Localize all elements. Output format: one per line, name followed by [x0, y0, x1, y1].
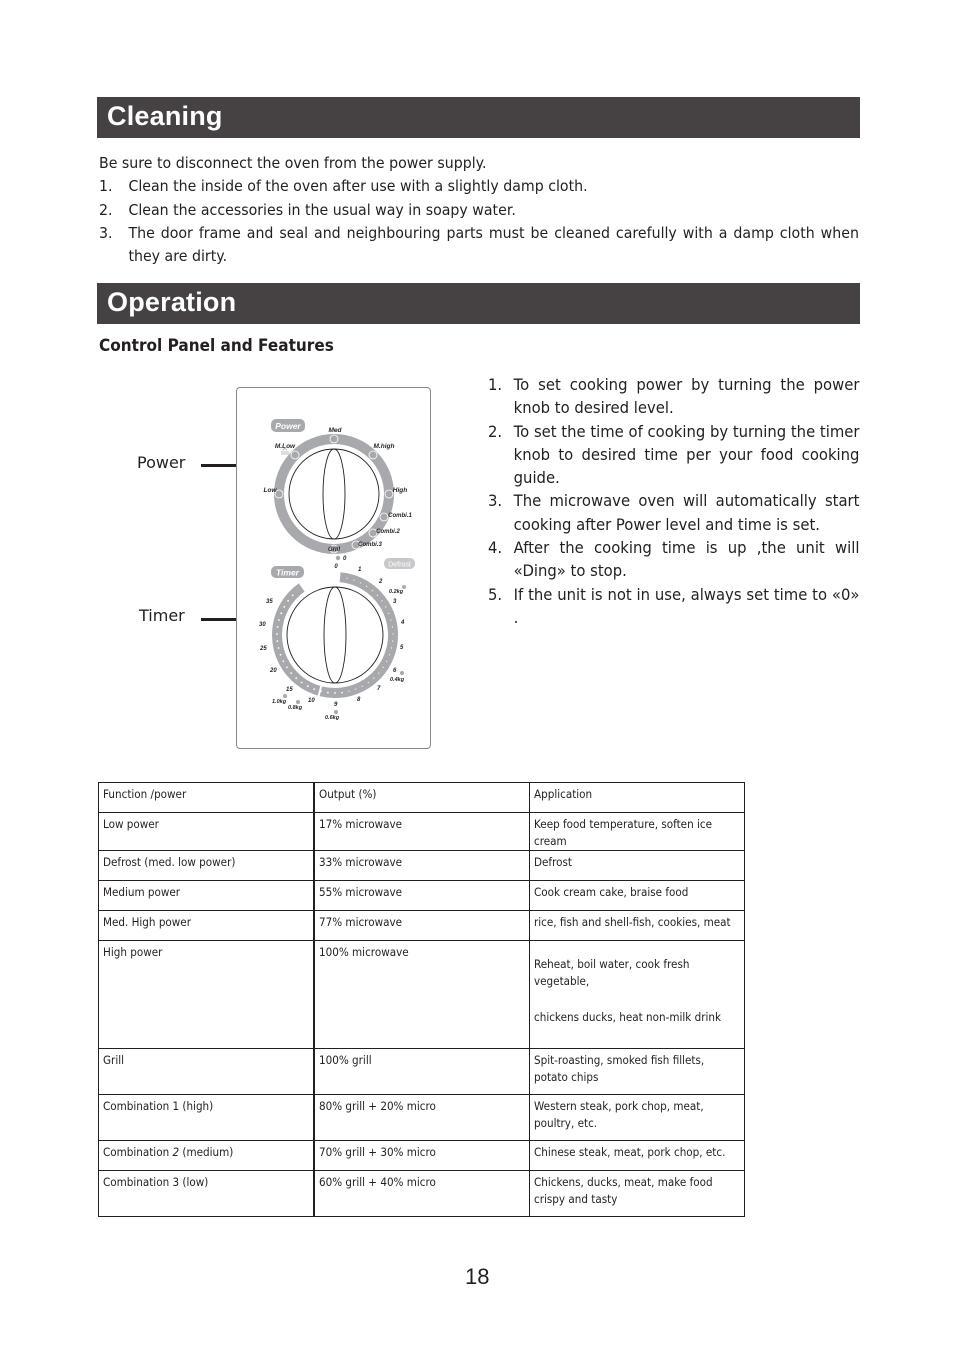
power-badge-label: Power [275, 421, 301, 431]
table-cell [314, 1049, 529, 1095]
timer-tick [377, 595, 378, 596]
power-callout-label: Power [137, 453, 186, 472]
timer-tick [295, 677, 297, 679]
timer-tick [383, 667, 384, 668]
power-label-combi1: Combi.1 [388, 513, 412, 519]
cell-output: 100% grill [319, 1054, 372, 1067]
timer-tick [341, 692, 343, 694]
cell-function: Med. High power [103, 916, 191, 929]
timer-tick [276, 640, 278, 642]
timer-tick [282, 660, 284, 662]
timer-label-15: 15 [286, 687, 293, 693]
table-cell [99, 911, 315, 941]
power-label-low: Low [263, 487, 277, 494]
item-number: 3. [99, 223, 113, 242]
table-cell [99, 1049, 315, 1095]
step-text: After the cooking time is up ,the unit will «Ding» to stop. [513, 539, 860, 581]
table-cell [99, 1141, 315, 1171]
operation-step [488, 421, 859, 491]
weight-label-0-6kg: 0.6kg [325, 715, 340, 721]
timer-label-9: 9 [334, 702, 338, 708]
table-header-row [99, 783, 745, 813]
power-knob-dial[interactable] [289, 449, 379, 539]
control-panel-graphic [237, 388, 430, 748]
timer-tick [362, 686, 363, 687]
table-row [99, 1141, 745, 1171]
timer-tick [278, 647, 280, 649]
timer-knob-dial[interactable] [287, 587, 383, 683]
timer-badge [271, 566, 304, 578]
table-cell [529, 911, 744, 941]
table-cell [529, 1141, 744, 1171]
header-application: Application [533, 788, 593, 801]
timer-zero-top: 0 [343, 556, 347, 562]
cleaning-instructions [99, 152, 859, 268]
timer-tick [355, 689, 356, 690]
power-label-mhigh: M.high [373, 443, 395, 450]
timer-tick [280, 612, 282, 614]
timer-badge-label: Timer [276, 567, 299, 578]
timer-tick [386, 661, 387, 662]
cell-application: Western steak, pork chop, meat, poultry, etc. [533, 1100, 704, 1130]
cell-output: 77% microwave [319, 916, 403, 929]
item-number: 1. [99, 177, 113, 196]
power-label-grill: Grill [327, 547, 341, 553]
timer-tick [360, 582, 361, 583]
timer-tick [334, 692, 336, 694]
table-cell [529, 813, 744, 851]
step-text: The microwave oven will automatically start cooking after Power level and time is set. [513, 492, 860, 534]
application-line: Reheat, boil water, cook fresh vegetable, [533, 958, 690, 988]
table-row [99, 851, 745, 881]
timer-tick [389, 654, 390, 655]
timer-label-10: 10 [308, 698, 315, 704]
step-number: 5. [488, 585, 503, 604]
table-cell [314, 1141, 529, 1171]
application-line: chickens ducks, heat non-milk drink [533, 1011, 721, 1024]
function-italic: 2 [172, 1146, 180, 1159]
item-text: Clean the accessories in the usual way in soapy water. [128, 200, 516, 219]
header-function: Function /power [103, 788, 187, 801]
timer-tick [276, 633, 278, 635]
timer-label-30: 30 [259, 622, 266, 628]
timer-tick [290, 672, 292, 674]
power-label-combi3: Combi.3 [358, 542, 382, 548]
operation-title: Operation [107, 287, 237, 317]
timer-tick [347, 578, 348, 579]
cleaning-intro: Be sure to disconnect the oven from the power supply. [99, 154, 487, 172]
cell-output: 33% microwave [319, 856, 403, 869]
weight-label-0-2kg: 0.2kg [389, 589, 404, 595]
cell-application: Spit-roasting, smoked fish fillets, potato chips [533, 1054, 705, 1084]
cell-function: Medium power [103, 886, 181, 899]
power-label-med: Med [328, 427, 342, 434]
timer-label-35: 35 [266, 599, 273, 605]
function-suffix: (medium) [179, 1146, 234, 1159]
timer-label-5: 5 [400, 645, 404, 651]
cell-application: Cook cream cake, braise food [533, 886, 689, 899]
timer-tick [390, 619, 391, 620]
cell-output: 100% microwave [319, 946, 409, 959]
table-cell [99, 1171, 315, 1217]
cell-application: Keep food temperature, soften ice cream [533, 818, 712, 848]
cell-function [103, 1145, 310, 1162]
timer-label-2: 2 [379, 579, 383, 585]
cell-function: Grill [103, 1054, 125, 1067]
cell-output: 55% microwave [319, 886, 403, 899]
cell-output: 60% grill + 40% micro [319, 1176, 436, 1189]
operation-step [488, 374, 859, 421]
table-cell [314, 941, 529, 1049]
step-text: If the unit is not in use, always set time to «0» . [513, 585, 860, 627]
table-row [99, 911, 745, 941]
cell-output: 80% grill + 20% micro [319, 1100, 436, 1113]
cell-function: High power [103, 946, 163, 959]
timer-tick [277, 626, 279, 628]
table-header-cell [99, 783, 315, 813]
table-cell [99, 941, 315, 1049]
timer-tick [388, 613, 389, 614]
timer-tick [373, 678, 374, 679]
operation-section-header [97, 283, 860, 324]
cell-application: Chickens, ducks, meat, make food crispy and tasty [533, 1176, 713, 1206]
cell-output: 17% microwave [319, 818, 403, 831]
timer-tick [280, 654, 282, 656]
timer-label-6: 6 [393, 668, 397, 674]
timer-tick [327, 692, 329, 694]
power-label-high: High [392, 487, 408, 494]
timer-tick [381, 600, 382, 601]
weight-label-0-8kg: 0.8kg [288, 705, 303, 711]
defrost-badge-label: Defrost [388, 561, 411, 569]
timer-tick [278, 619, 280, 621]
table-cell [99, 881, 315, 911]
step-number: 1. [488, 376, 503, 394]
function-power-table [98, 782, 745, 1217]
timer-top-dot [336, 556, 340, 560]
timer-knob[interactable] [277, 577, 393, 693]
cleaning-item [99, 199, 859, 222]
item-text: Clean the inside of the oven after use with a slightly damp cloth. [128, 177, 588, 196]
step-number: 2. [488, 422, 503, 441]
timer-tick [307, 685, 309, 687]
timer-tick [313, 688, 315, 690]
table-header-cell [314, 783, 529, 813]
cell-application: rice, fish and shell-fish, cookies, meat [533, 916, 731, 929]
timer-tick [286, 667, 288, 669]
cleaning-title: Cleaning [107, 101, 223, 131]
table-cell [529, 941, 744, 1049]
table-cell [529, 851, 744, 881]
table-cell [99, 851, 315, 881]
cell-application [534, 945, 741, 1027]
table-cell [529, 1095, 744, 1141]
timer-tick [368, 682, 369, 683]
cleaning-item [99, 222, 859, 269]
header-output: Output (%) [319, 788, 377, 801]
table-cell [529, 1171, 744, 1217]
timer-label-4: 4 [401, 620, 405, 626]
timer-tick [385, 606, 386, 607]
timer-tick [392, 641, 393, 642]
cell-function: Low power [103, 818, 159, 831]
table-cell [529, 1049, 744, 1095]
cell-function: Defrost (med. low power) [103, 856, 236, 869]
table-cell [99, 813, 315, 851]
table-cell [99, 1095, 315, 1141]
cell-output: 70% grill + 30% micro [319, 1146, 436, 1159]
defrost-badge [384, 558, 415, 569]
table-row [99, 813, 745, 851]
timer-tick [378, 673, 379, 674]
table-cell [314, 1171, 529, 1217]
power-badge [271, 419, 305, 432]
function-prefix: Combination [103, 1146, 173, 1159]
timer-tick [392, 626, 393, 627]
timer-tick [283, 606, 285, 608]
timer-tick [391, 647, 392, 648]
table-cell [314, 1095, 529, 1141]
timer-label-20: 20 [270, 668, 277, 674]
timer-label-1: 1 [358, 567, 362, 573]
item-number: 2. [99, 200, 113, 219]
table-header-cell [529, 783, 744, 813]
item-text: The door frame and seal and neighbouring parts must be cleaned carefully with a damp cloth when they are dirty. [128, 223, 859, 266]
timer-label-25: 25 [260, 646, 267, 652]
timer-callout-label: Timer [139, 606, 185, 625]
table-cell [529, 881, 744, 911]
timer-label-3: 3 [393, 599, 397, 605]
table-cell [314, 881, 529, 911]
table-row [99, 1171, 745, 1217]
control-panel-subtitle: Control Panel and Features [99, 336, 334, 356]
power-knob[interactable] [279, 439, 389, 549]
control-panel-illustration [236, 387, 431, 749]
table-cell [314, 911, 529, 941]
page-number: 18 [465, 1264, 490, 1289]
timer-label-8: 8 [357, 697, 361, 703]
cell-application: Chinese steak, meat, pork chop, etc. [533, 1146, 726, 1159]
step-number: 4. [488, 539, 503, 558]
timer-tick [348, 691, 349, 692]
table-cell [314, 813, 529, 851]
timer-tick [366, 586, 367, 587]
operation-steps [488, 374, 859, 630]
cleaning-section-header [97, 97, 860, 138]
timer-label-7: 7 [377, 686, 381, 692]
step-text: To set cooking power by turning the power knob to desired level. [513, 376, 860, 418]
timer-tick [287, 600, 289, 602]
operation-step [488, 537, 859, 584]
table-row [99, 1049, 745, 1095]
weight-label-0-4kg: 0.4kg [390, 677, 405, 683]
power-label-combi2: Combi.2 [376, 529, 400, 535]
operation-step [488, 584, 859, 631]
cell-function: Combination 3 (low) [103, 1176, 209, 1189]
cell-function: Combination 1 (high) [103, 1100, 214, 1113]
step-text: To set the time of cooking by turning the timer knob to desired time per your food cooking guide. [513, 422, 860, 488]
weight-label-1-0kg: 1.0kg [272, 699, 287, 705]
cleaning-item [99, 175, 859, 198]
table-row [99, 941, 745, 1049]
timer-tick [292, 595, 294, 597]
power-label-mlow: M.Low [274, 443, 296, 450]
cell-application: Defrost [533, 856, 572, 869]
table-cell [314, 851, 529, 881]
timer-tick [301, 682, 303, 684]
timer-tick [372, 590, 373, 591]
step-number: 3. [488, 492, 503, 511]
timer-tick [392, 633, 393, 634]
operation-step [488, 490, 859, 537]
timer-tick [353, 580, 354, 581]
table-row [99, 1095, 745, 1141]
timer-zero-label: 0 [334, 564, 338, 570]
table-row [99, 881, 745, 911]
